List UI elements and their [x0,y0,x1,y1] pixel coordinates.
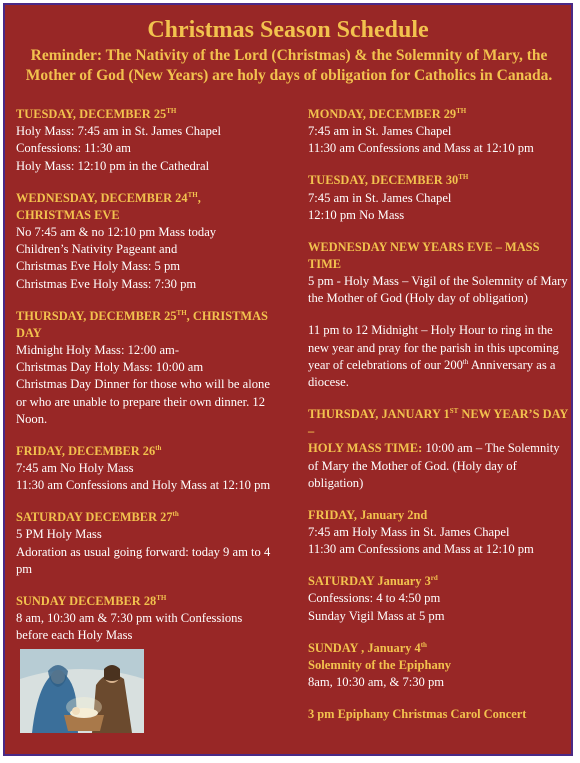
schedule-section [16,190,274,293]
section-heading [308,706,570,723]
text-run: 5 PM Holy Mass [16,527,102,542]
ordinal-suffix: TH [456,106,467,115]
schedule-section [16,509,274,578]
text-run: Christmas Day Dinner for those who will be alone or who are unable to prepare their own dinner. 12 Noon. [16,377,270,426]
text-run: Anniversary as a diocese. [308,357,556,390]
schedule-section [16,308,274,428]
text-run: 11 pm to 12 Midnight – Holy Hour to ring in the new year and pray for the parish in this upcoming year of celebrations of our 200 [308,323,559,372]
nativity-image [20,649,144,733]
text-run: 7:45 am in St. James Chapel [308,124,452,139]
left-column [16,106,274,659]
schedule-line [16,359,274,376]
text-run: 5 pm - Holy Mass – Vigil of the Solemnity of Mary the Mother of God (Holy day of obligation) [308,274,568,306]
text-run: Christmas Eve Holy Mass: 7:30 pm [16,276,197,291]
schedule-line [308,440,570,492]
text-run: No 7:45 am & no 12:10 pm Mass today [16,225,217,240]
text-run: TUESDAY, DECEMBER 30 [308,173,459,188]
schedule-line [308,657,570,674]
schedule-section [308,106,570,158]
text-run: Adoration as usual going forward: today 9 am to 4 pm [16,544,271,576]
schedule-line [308,207,570,224]
text-run: SATURDAY DECEMBER 27 [16,510,173,525]
schedule-line [16,224,274,241]
ordinal-suffix: th [172,510,179,519]
text-run: , CHRISTMAS DAY [16,308,268,340]
section-heading [308,507,570,524]
text-run: SUNDAY DECEMBER 28 [16,593,157,608]
schedule-section [308,573,570,625]
text-run: WEDNESDAY, DECEMBER 24 [16,190,188,205]
text-run: Midnight Holy Mass: 12:00 am- [16,343,180,358]
nativity-illustration [20,649,144,733]
section-heading [16,509,274,526]
schedule-line [16,241,274,258]
schedule-section [308,706,570,723]
schedule-line [16,140,274,157]
text-run: 11:30 am Confessions and Mass at 12:10 pm [308,141,534,156]
schedule-section [308,239,570,308]
right-column [308,106,570,738]
schedule-line [16,526,274,543]
text-run: WEDNESDAY NEW YEARS EVE – MASS TIME [308,239,540,272]
section-heading [16,308,274,342]
schedule-line [308,590,570,607]
page-title: Christmas Season Schedule [147,17,429,43]
text-run: Sunday Vigil Mass at 5 pm [308,608,445,623]
text-run: HOLY MASS TIME: [308,441,423,456]
text-run: 11:30 am Confessions and Mass at 12:10 pm [308,542,534,557]
section-heading [308,106,570,123]
schedule-line [308,123,570,140]
text-run: 11:30 am Confessions and Holy Mass at 12:10 pm [16,478,271,493]
text-run: SUNDAY , January 4 [308,640,421,655]
section-heading [308,406,570,440]
schedule-section [16,593,274,645]
text-run: , CHRISTMAS EVE [16,190,201,222]
schedule-line [16,477,274,494]
text-run: Confessions: 4 to 4:50 pm [308,591,441,606]
schedule-line [308,674,570,691]
ordinal-suffix: TH [176,308,187,317]
schedule-line [308,273,570,307]
schedule-section [308,406,570,492]
schedule-section [16,443,274,495]
text-run: FRIDAY, January 2nd [308,507,428,522]
text-run: 8am, 10:30 am, & 7:30 pm [308,675,445,690]
text-run: 8 am, 10:30 am & 7:30 pm with Confessions before each Holy Mass [16,611,243,643]
ordinal-suffix: ST [449,406,459,415]
schedule-line [16,342,274,359]
text-run: NEW YEAR’S DAY – [308,407,568,439]
schedule-line [308,322,570,391]
section-heading [16,593,274,610]
schedule-section [308,322,570,391]
text-run: Confessions: 11:30 am [16,141,131,156]
text-run: TUESDAY, DECEMBER 25 [16,107,167,121]
schedule-line [308,140,570,157]
schedule-section [308,507,570,559]
text-run: Holy Mass: 12:10 pm in the Cathedral [16,158,210,173]
reminder-text: Reminder: The Nativity of the Lord (Christmas) & the Solemnity of Mary, the Mother of God (New Years) are holy days of obligation for Catholics in Canada. [25,47,553,84]
text-run: MONDAY, DECEMBER 29 [308,107,457,121]
schedule-section [308,640,570,692]
schedule-line [16,610,274,644]
schedule-line [16,158,274,175]
schedule-section [308,172,570,224]
text-run: 7:45 am Holy Mass in St. James Chapel [308,525,510,540]
schedule-line [308,608,570,625]
schedule-line [16,276,274,293]
text-run: SATURDAY January 3 [308,574,431,589]
ordinal-suffix: th [155,443,162,452]
schedule-line [16,544,274,578]
text-run: 7:45 am in St. James Chapel [308,190,452,205]
text-run: THURSDAY, DECEMBER 25 [16,308,177,323]
schedule-line [16,258,274,275]
text-run: 3 pm Epiphany Christmas Carol Concert [308,707,527,722]
text-run: Children’s Nativity Pageant and [16,242,178,257]
schedule-section [16,106,274,175]
text-run: THURSDAY, JANUARY 1 [308,407,450,422]
schedule-line [16,460,274,477]
section-heading [16,190,274,224]
schedule-line [308,541,570,558]
schedule-line [16,376,274,428]
text-run: FRIDAY, DECEMBER 26 [16,443,156,458]
section-heading [16,106,274,123]
text-run: Christmas Day Holy Mass: 10:00 am [16,360,204,375]
ordinal-suffix: TH [187,190,198,199]
section-heading [308,640,570,657]
text-run: Christmas Eve Holy Mass: 5 pm [16,259,181,274]
ordinal-suffix: th [462,357,469,366]
ordinal-suffix: rd [430,574,438,583]
section-heading [16,443,274,460]
ordinal-suffix: th [420,640,427,649]
text-run: 7:45 am No Holy Mass [16,461,134,476]
section-heading [308,239,570,273]
text-run: Solemnity of the Epiphany [308,657,452,672]
ordinal-suffix: TH [156,593,167,602]
text-run: 10:00 am – The Solemnity of Mary the Mother of God. (Holy day of obligation) [308,441,560,490]
schedule-line [16,123,274,140]
ordinal-suffix: TH [166,106,177,115]
schedule-line [308,524,570,541]
ordinal-suffix: TH [458,173,469,182]
text-run: Holy Mass: 7:45 am in St. James Chapel [16,124,221,139]
schedule-line [308,190,570,207]
section-heading [308,573,570,590]
text-run: 12:10 pm No Mass [308,207,405,222]
section-heading [308,172,570,189]
